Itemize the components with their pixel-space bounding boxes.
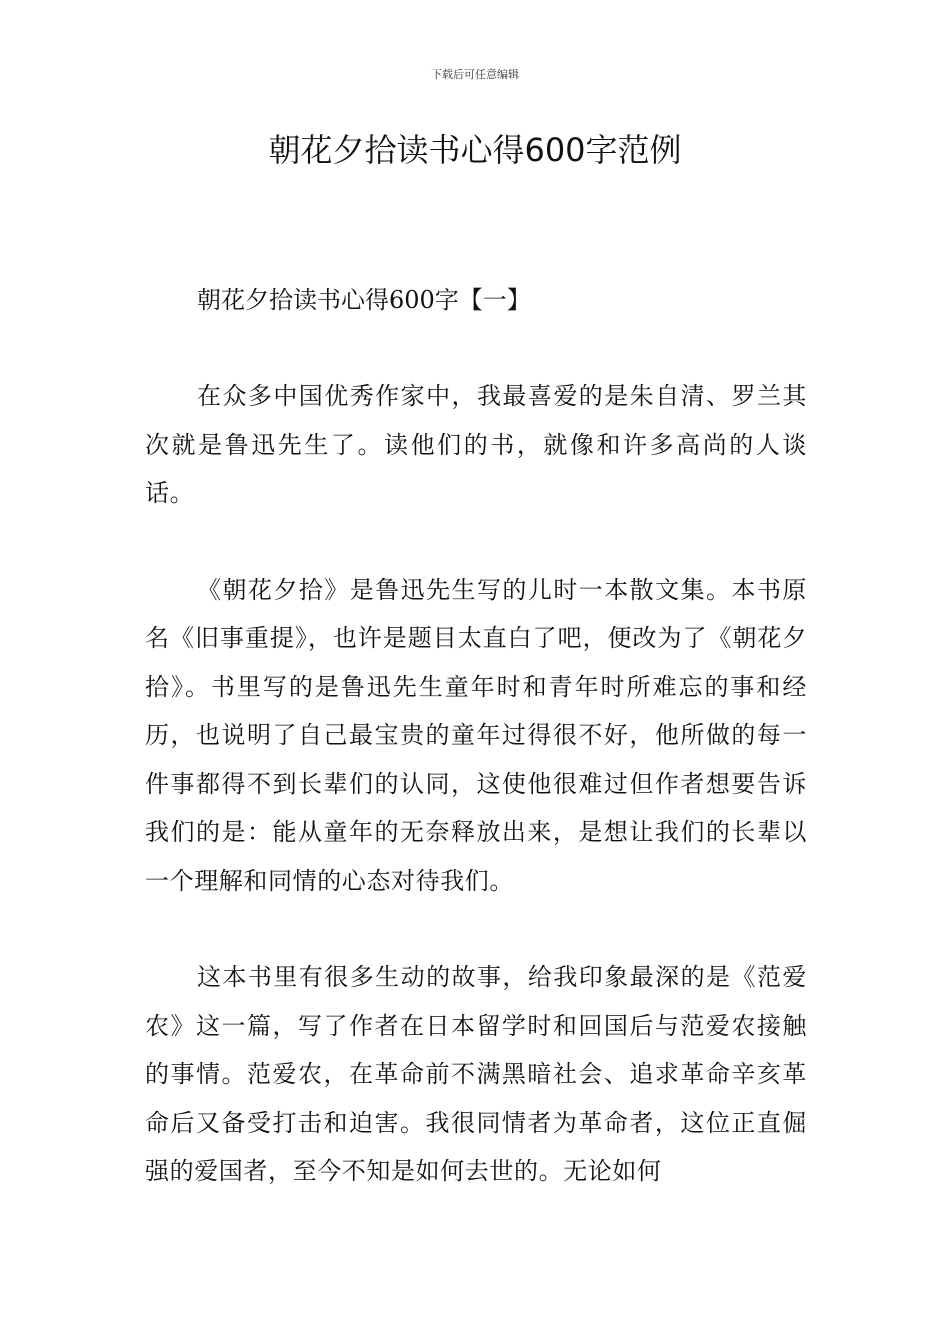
paragraph-3: 这本书里有很多生动的故事，给我印象最深的是《范爱农》这一篇，写了作者在日本留学时和回国后与范爱农接触的事情。范爱农，在革命前不满黑暗社会、追求革命辛亥革命后又备受打击和迫害。我很同情者为革命者，这位正直倔强的爱国者，至今不知是如何去世的。无论如何 xyxy=(145,963,807,1185)
header-note: 下载后可任意编辑 xyxy=(431,68,519,81)
section-heading: 朝花夕拾读书心得600字【一】 xyxy=(197,286,531,314)
document-body xyxy=(145,276,807,1244)
paragraph-1: 在众多中国优秀作家中，我最喜爱的是朱自清、罗兰其次就是鲁迅先生了。读他们的书，就像和许多高尚的人谈话。 xyxy=(145,382,807,507)
paragraph-2: 《朝花夕拾》是鲁迅先生写的儿时一本散文集。本书原名《旧事重提》，也许是题目太直白了吧，便改为了《朝花夕拾》。书里写的是鲁迅先生童年时和青年时所难忘的事和经历，也说明了自己最宝贵的童年过得很不好，他所做的每一件事都得不到长辈们的认同，这使他很难过但作者想要告诉我们的是：能从童年的无奈释放出来，是想让我们的长辈以一个理解和同情的心态对待我们。 xyxy=(145,575,807,895)
document-title: 朝花夕拾读书心得600字范例 xyxy=(268,131,682,169)
